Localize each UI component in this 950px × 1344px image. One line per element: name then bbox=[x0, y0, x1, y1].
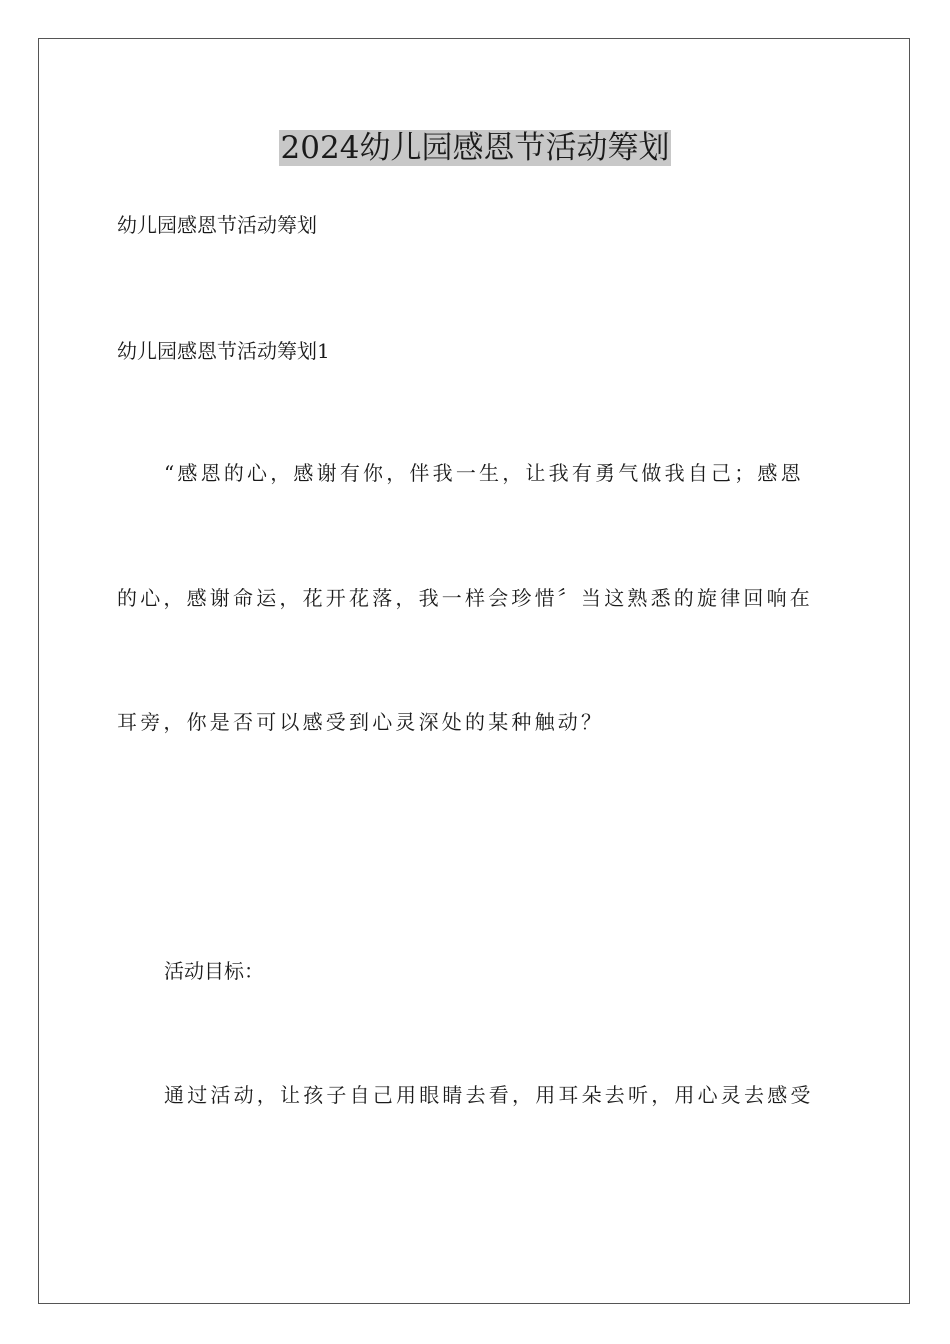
paragraph-2-line-1: 通过活动，让孩子自己用眼睛去看，用耳朵去听，用心灵去感受 bbox=[164, 1083, 814, 1107]
document-title bbox=[0, 128, 950, 168]
document-title-text: 2024幼儿园感恩节活动筹划 bbox=[280, 130, 670, 166]
document-subtitle: 幼儿园感恩节活动筹划 bbox=[117, 213, 317, 237]
paragraph-1-line-2: 的心，感谢命运，花开花落，我一样会珍惜〞当这熟悉的旋律回响在 bbox=[117, 586, 813, 610]
paragraph-1-line-1: “感恩的心，感谢有你，伴我一生，让我有勇气做我自己；感恩 bbox=[164, 461, 804, 485]
section-heading: 幼儿园感恩节活动筹划1 bbox=[117, 339, 330, 363]
goal-heading: 活动目标： bbox=[164, 959, 264, 983]
paragraph-1-line-3: 耳旁，你是否可以感受到心灵深处的某种触动？ bbox=[117, 710, 605, 734]
